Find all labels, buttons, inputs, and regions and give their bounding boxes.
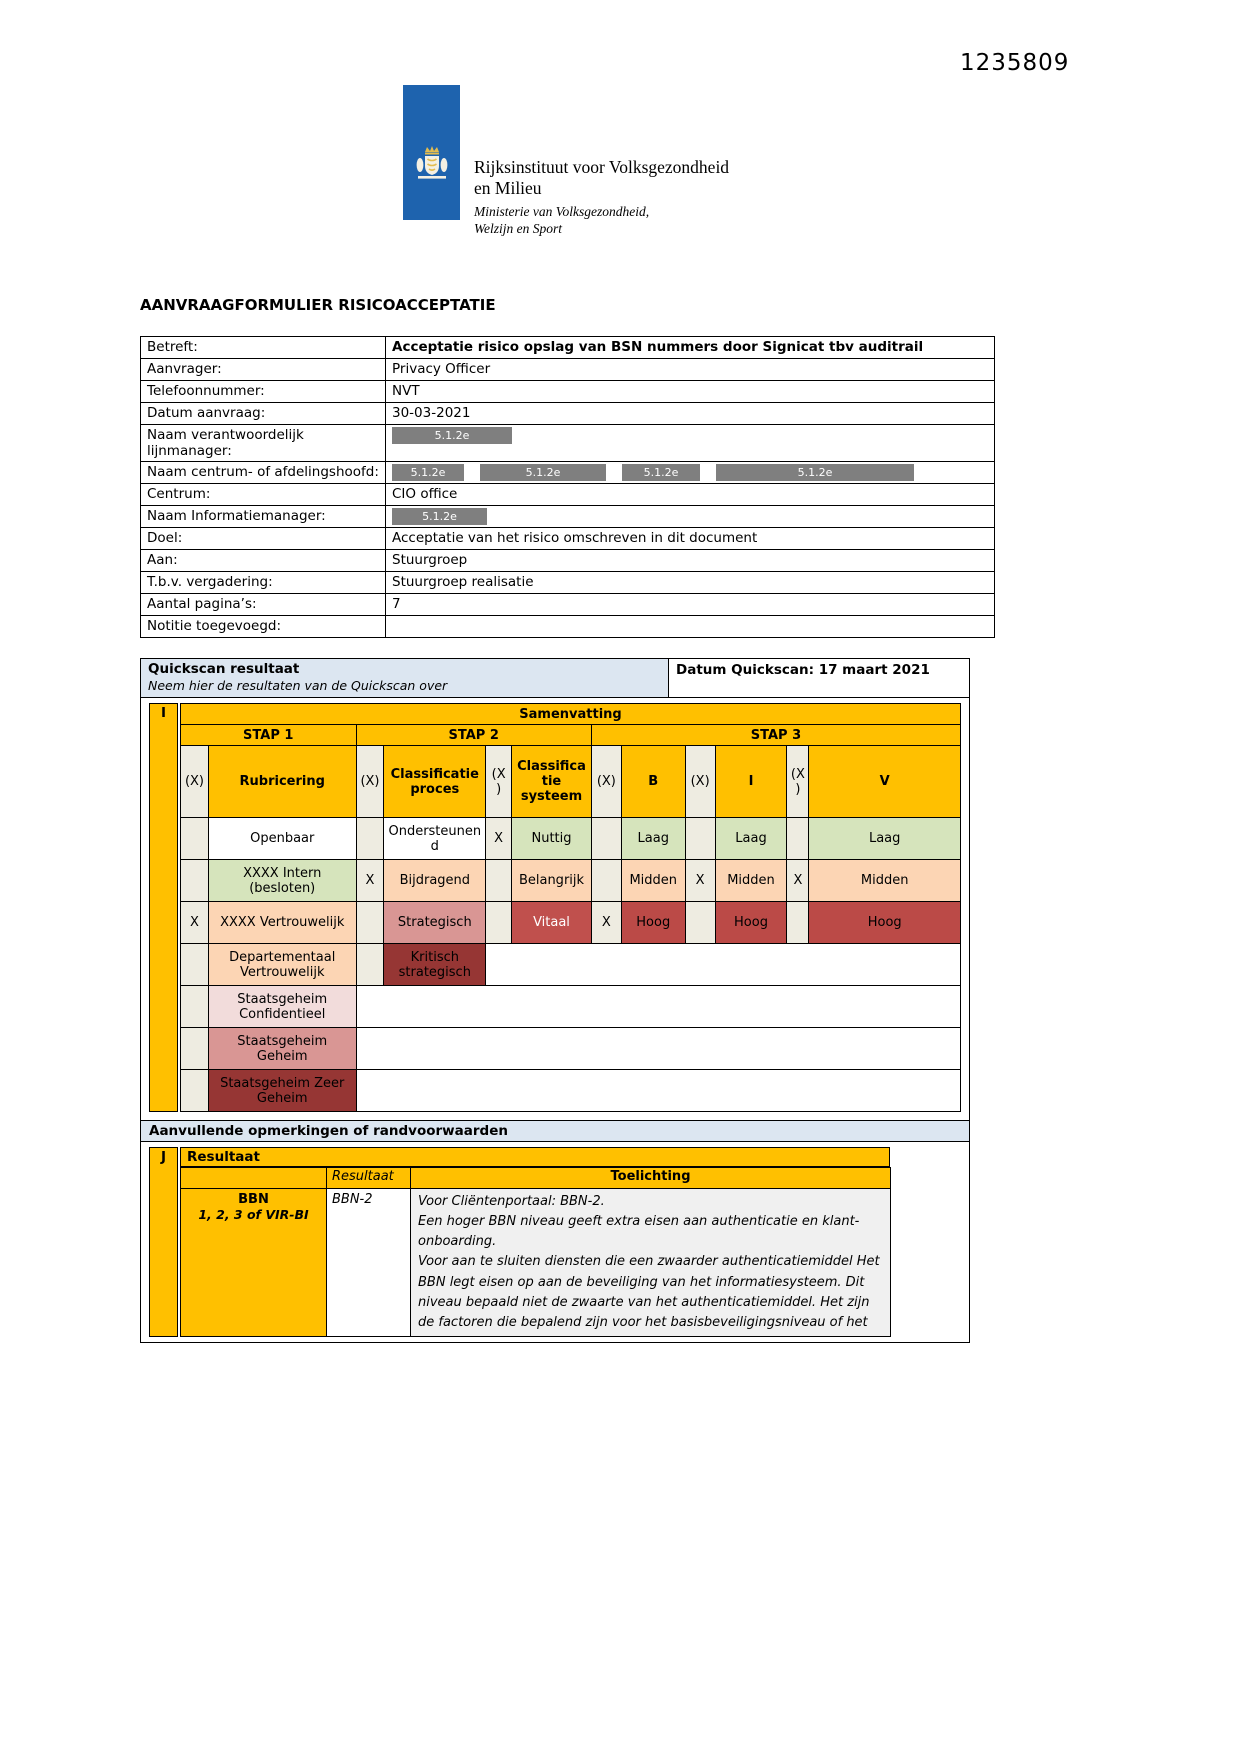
grid-cell: Departementaal Vertrouwelijk [208,944,356,986]
grid-cell: Vitaal [512,902,592,944]
content-column [140,296,995,1343]
form-row [141,381,995,403]
check-cell: X [486,818,512,860]
check-cell [486,860,512,902]
check-cell: X [181,902,209,944]
redaction-box: 5.1.2e [392,464,464,481]
form-row [141,462,995,484]
samenvatting-row [181,944,961,986]
grid-cell: Ondersteunend [384,818,486,860]
quickscan-header [141,659,969,698]
check-cell [181,1028,209,1070]
check-cell [486,902,512,944]
check-cell [685,818,715,860]
check-cell [787,902,809,944]
form-row [141,359,995,381]
col-header: V [809,746,961,818]
samenvatting-table [180,703,961,1112]
form-row-value: Acceptatie van het risico omschreven in dit document [386,528,995,550]
grid-cell: Nuttig [512,818,592,860]
samenvatting-colheaders [181,746,961,818]
form-row-value [386,425,995,462]
resultaat-section [141,1142,969,1342]
form-row [141,550,995,572]
col-header: Classificatie proces [384,746,486,818]
samenvatting-row [181,986,961,1028]
check-cell [181,986,209,1028]
quickscan-section [140,658,970,1343]
check-cell: X [591,902,621,944]
bbn-result-value: BBN-2 [327,1189,411,1337]
col-header: Rubricering [208,746,356,818]
check-col-header: (X) [685,746,715,818]
grid-cell: Staatsgeheim Zeer Geheim [208,1070,356,1112]
samenvatting-title-row [181,704,961,725]
grid-cell: Openbaar [208,818,356,860]
form-row-value: 7 [386,594,995,616]
bbn-toelichting-cell [411,1189,891,1337]
bbn-label-sub: 1, 2, 3 of VIR-BI [198,1207,309,1222]
check-cell [356,902,384,944]
grid-cell: Hoog [715,902,787,944]
form-row-label: Naam centrum- of afdelingshoofd: [141,462,386,484]
form-row-value: Acceptatie risico opslag van BSN nummers door Signicat tbv auditrail [386,337,995,359]
samenvatting-rows [181,818,961,1112]
check-col-header: (X) [787,746,809,818]
page-title: AANVRAAGFORMULIER RISICOACCEPTATIE [140,296,496,314]
grid-cell: Hoog [621,902,685,944]
resultaat-header-spacer [181,1168,327,1189]
check-col-header: (X) [486,746,512,818]
check-cell: X [685,860,715,902]
grid-cell: Staatsgeheim Geheim [208,1028,356,1070]
col-header: B [621,746,685,818]
ministry-line1: Ministerie van Volksgezondheid, [474,204,650,219]
check-col-header: (X) [181,746,209,818]
grid-cell: Staatsgeheim Confidentieel [208,986,356,1028]
check-cell: X [787,860,809,902]
check-cell [685,902,715,944]
section-marker-i: I [149,703,178,1112]
grid-cell: Midden [809,860,961,902]
form-row-label: Centrum: [141,484,386,506]
samenvatting-row [181,902,961,944]
grid-cell: Midden [621,860,685,902]
quickscan-header-left [141,659,669,698]
check-cell [181,818,209,860]
form-row [141,425,995,462]
stap-2-header: STAP 2 [356,725,591,746]
form-table-body [141,337,995,638]
form-row-label: Datum aanvraag: [141,403,386,425]
form-row-value: NVT [386,381,995,403]
form-row-label: Betreft: [141,337,386,359]
form-row-label: Aanvrager: [141,359,386,381]
logo-blue-ribbon [403,85,460,220]
grid-cell: Kritisch strategisch [384,944,486,986]
doc-number: 1235809 [960,50,1070,76]
resultaat-table [180,1167,891,1337]
form-row [141,616,995,638]
empty-area [356,1028,961,1070]
grid-cell: Bijdragend [384,860,486,902]
quickscan-subtitle: Neem hier de resultaten van de Quickscan over [148,678,448,693]
col-header: Classificatie systeem [512,746,592,818]
bbn-label-title: BBN [238,1192,269,1207]
check-cell [181,1070,209,1112]
rivm-logo [403,85,729,237]
ministry-line2: Welzijn en Sport [474,221,563,236]
form-row [141,572,995,594]
samenvatting-row [181,818,961,860]
check-cell: X [356,860,384,902]
form-row-label: Naam Informatiemanager: [141,506,386,528]
form-row-label: Naam verantwoordelijk lijnmanager: [141,425,386,462]
grid-cell: Belangrijk [512,860,592,902]
form-row [141,528,995,550]
quickscan-body [141,698,969,1116]
form-row [141,337,995,359]
form-row [141,594,995,616]
redaction-box: 5.1.2e [392,427,512,444]
form-row-value [386,506,995,528]
empty-area [486,944,961,986]
grid-cell: Laag [621,818,685,860]
col-header: I [715,746,787,818]
check-cell [181,860,209,902]
grid-cell: XXXX Intern (besloten) [208,860,356,902]
form-row-value: Stuurgroep realisatie [386,572,995,594]
form-row [141,484,995,506]
form-row-value [386,462,995,484]
bbn-label-cell [181,1189,327,1337]
form-row-label: Aantal pagina’s: [141,594,386,616]
grid-cell: XXXX Vertrouwelijk [208,902,356,944]
form-table [140,336,995,638]
resultaat-data-row [181,1189,891,1337]
check-col-header: (X) [591,746,621,818]
toelichting-col-header: Toelichting [411,1168,891,1189]
grid-cell: Strategisch [384,902,486,944]
toelichting-paragraph: Voor Cliëntenportaal: BBN-2. [418,1194,605,1209]
samenvatting-row [181,1070,961,1112]
form-row-value: Stuurgroep [386,550,995,572]
redaction-box: 5.1.2e [392,508,487,525]
resultaat-title: Resultaat [180,1147,890,1167]
check-cell [591,860,621,902]
samenvatting-title: Samenvatting [181,704,961,725]
quickscan-title: Quickscan resultaat [148,661,300,677]
section-marker-j: J [149,1147,178,1337]
redaction-box: 5.1.2e [716,464,914,481]
form-row-label: Doel: [141,528,386,550]
check-cell [356,944,384,986]
samenvatting-block [149,703,961,1112]
stap-1-header: STAP 1 [181,725,357,746]
form-row-value [386,616,995,638]
toelichting-paragraph: Voor aan te sluiten diensten die een zwaarder authenticatiemiddel Het BBN legt eisen op aan de beveiliging van het informatiesysteem. Dit niveau bepaald niet de zwaarte van het authenticatiemiddel. Het zijn de factoren die bepalend zijn voor het basisbeveiligingsniveau of het [418,1254,880,1330]
opmerkingen-bar: Aanvullende opmerkingen of randvoorwaarden [141,1120,969,1142]
rijksoverheid-crest-icon [413,143,451,191]
check-cell [787,818,809,860]
redaction-box: 5.1.2e [622,464,700,481]
form-row-label: T.b.v. vergadering: [141,572,386,594]
check-col-header: (X) [356,746,384,818]
resultaat-header-row [181,1168,891,1189]
check-cell [591,818,621,860]
logo-text [474,85,729,237]
toelichting-paragraph: Een hoger BBN niveau geeft extra eisen aan authenticatie en klant-onboarding. [418,1214,860,1250]
form-row-value: CIO office [386,484,995,506]
form-row [141,506,995,528]
stap-3-header: STAP 3 [591,725,960,746]
grid-cell: Laag [715,818,787,860]
form-row-value: Privacy Officer [386,359,995,381]
check-cell [356,818,384,860]
samenvatting-row [181,1028,961,1070]
check-cell [181,944,209,986]
empty-area [356,986,961,1028]
form-row-label: Aan: [141,550,386,572]
form-row-label: Telefoonnummer: [141,381,386,403]
grid-cell: Hoog [809,902,961,944]
grid-cell: Laag [809,818,961,860]
resultaat-content [180,1147,890,1337]
grid-cell: Midden [715,860,787,902]
form-row [141,403,995,425]
stap-header-row [181,725,961,746]
empty-area [356,1070,961,1112]
resultaat-col-header: Resultaat [327,1168,411,1189]
form-row-label: Notitie toegevoegd: [141,616,386,638]
quickscan-date: Datum Quickscan: 17 maart 2021 [669,659,969,698]
org-name-line1: Rijksinstituut voor Volksgezondheid [474,157,730,177]
resultaat-block [149,1147,961,1337]
redaction-box: 5.1.2e [480,464,606,481]
samenvatting-row [181,860,961,902]
org-name-line2: en Milieu [474,178,542,198]
form-row-value: 30-03-2021 [386,403,995,425]
